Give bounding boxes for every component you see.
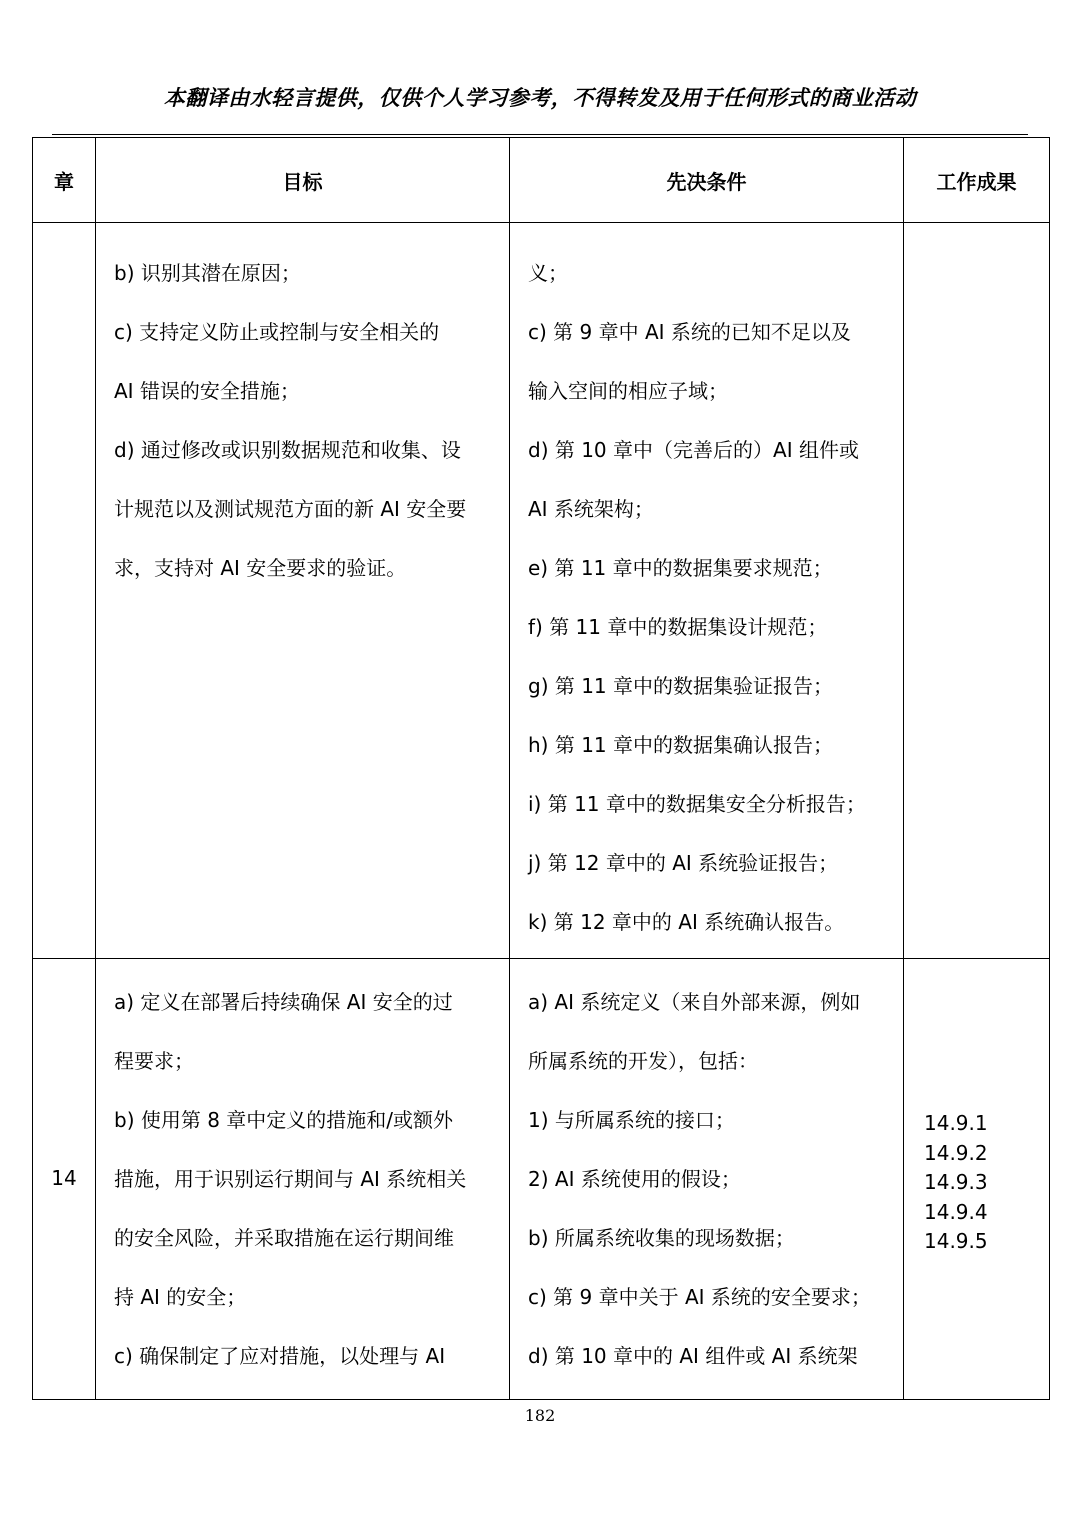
chapter-number: 14	[51, 1166, 77, 1190]
objective-line: 的安全风险，并采取措施在运行期间维	[114, 1226, 454, 1250]
prerequisite-line: i) 第 11 章中的数据集安全分析报告；	[528, 792, 866, 816]
outputs-cell	[904, 223, 1050, 959]
prerequisite-line: k) 第 12 章中的 AI 系统确认报告。	[528, 910, 845, 934]
header-divider	[52, 134, 1028, 135]
chapter-cell	[33, 223, 96, 959]
table-row	[33, 223, 1050, 959]
prerequisite-line: c) 第 9 章中 AI 系统的已知不足以及	[528, 320, 851, 344]
objective-line: 计规范以及测试规范方面的新 AI 安全要	[114, 497, 467, 521]
objectives-cell	[96, 959, 510, 1400]
prerequisite-line: e) 第 11 章中的数据集要求规范；	[528, 556, 833, 580]
objective-line: 求，支持对 AI 安全要求的验证。	[114, 556, 407, 580]
objective-line: b) 使用第 8 章中定义的措施和/或额外	[114, 1108, 454, 1132]
page-header-title: 本翻译由水轻言提供，仅供个人学习参考，不得转发及用于任何形式的商业活动	[163, 86, 917, 110]
column-header-objectives: 目标	[96, 138, 510, 223]
objectives-cell	[96, 223, 510, 959]
outputs-cell	[904, 959, 1050, 1400]
column-header-chapter: 章	[33, 138, 96, 223]
prerequisite-line: f) 第 11 章中的数据集设计规范；	[528, 615, 828, 639]
objective-line: 程要求；	[114, 1049, 194, 1073]
objective-line: c) 支持定义防止或控制与安全相关的	[114, 320, 440, 344]
prerequisite-line: 2) AI 系统使用的假设；	[528, 1167, 741, 1191]
prerequisite-line: j) 第 12 章中的 AI 系统验证报告；	[528, 851, 839, 875]
objective-line: b) 识别其潜在原因；	[114, 261, 301, 285]
column-header-outputs: 工作成果	[904, 138, 1050, 223]
chapter-cell	[33, 959, 96, 1400]
page-number: 182	[524, 1406, 556, 1425]
prerequisite-line: 输入空间的相应子域；	[528, 379, 728, 403]
prerequisites-cell	[510, 959, 904, 1400]
objective-line: a) 定义在部署后持续确保 AI 安全的过	[114, 990, 453, 1014]
prerequisite-line: h) 第 11 章中的数据集确认报告；	[528, 733, 833, 757]
table-row	[33, 959, 1050, 1400]
prerequisite-line: AI 系统架构；	[528, 497, 654, 521]
output-item: 14.9.5	[924, 1229, 988, 1253]
prerequisite-line: 义；	[528, 261, 568, 285]
output-item: 14.9.1	[924, 1111, 988, 1135]
objective-line: AI 错误的安全措施；	[114, 379, 300, 403]
output-item: 14.9.4	[924, 1199, 988, 1224]
prerequisite-line: d) 第 10 章中（完善后的）AI 组件或	[528, 438, 859, 462]
prerequisite-line: b) 所属系统收集的现场数据；	[528, 1226, 795, 1250]
prerequisite-line: g) 第 11 章中的数据集验证报告；	[528, 674, 834, 698]
prerequisite-line: d) 第 10 章中的 AI 组件或 AI 系统架	[528, 1344, 858, 1368]
prerequisite-line: 1) 与所属系统的接口；	[528, 1108, 735, 1132]
objective-line: c) 确保制定了应对措施，以处理与 AI	[114, 1344, 446, 1368]
prerequisite-line: c) 第 9 章中关于 AI 系统的安全要求；	[528, 1285, 871, 1309]
prerequisite-line: 所属系统的开发），包括：	[528, 1049, 758, 1073]
prerequisites-cell	[510, 223, 904, 959]
prerequisite-line: a) AI 系统定义（来自外部来源，例如	[528, 990, 861, 1014]
objective-line: 持 AI 的安全；	[114, 1285, 247, 1309]
column-header-prerequisites: 先决条件	[510, 138, 904, 223]
objective-line: 措施，用于识别运行期间与 AI 系统相关	[114, 1167, 467, 1191]
objective-line: d) 通过修改或识别数据规范和收集、设	[114, 438, 461, 462]
requirements-table	[32, 137, 1050, 1400]
table-header-row	[33, 138, 1050, 223]
output-item: 14.9.3	[924, 1170, 988, 1194]
output-item: 14.9.2	[924, 1140, 988, 1165]
